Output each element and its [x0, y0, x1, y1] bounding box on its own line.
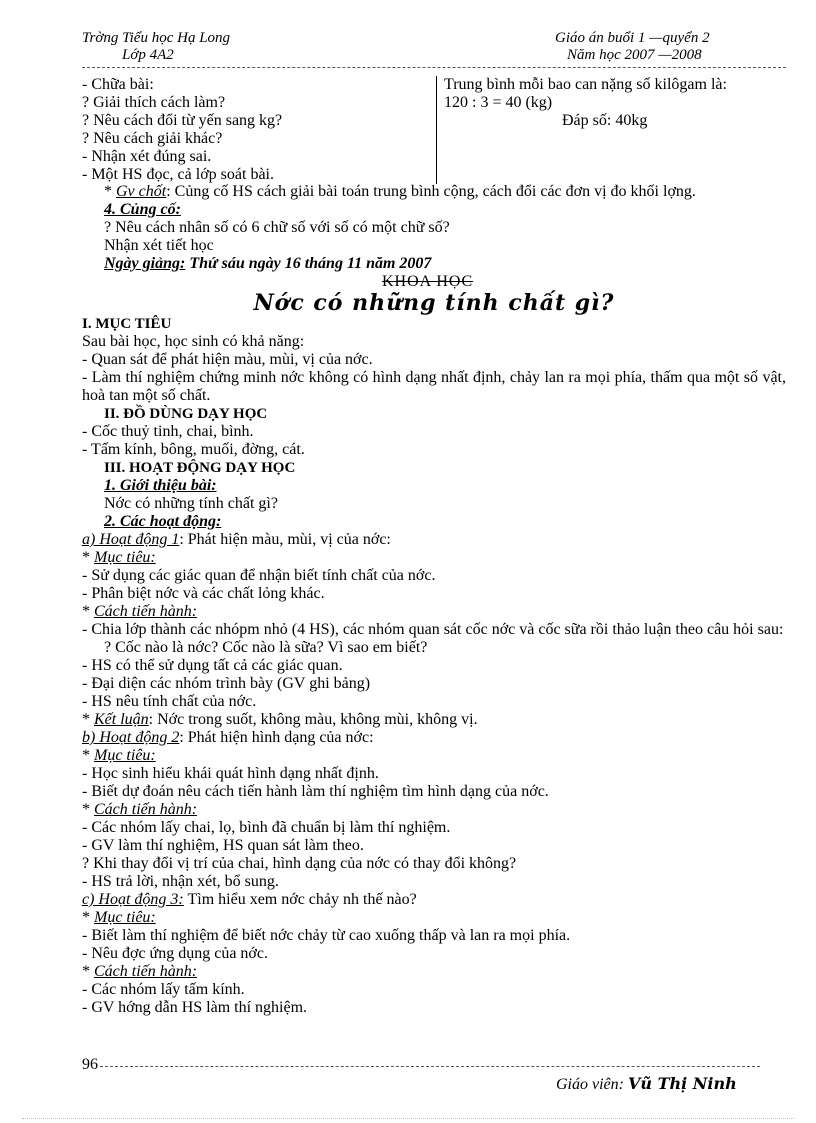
procedure-label: * Cách tiến hành: — [82, 603, 198, 620]
activity-line: - GV hớng dẫn HS làm thí nghiệm. — [82, 999, 308, 1016]
activity-line: - Chia lớp thành các nhópm nhỏ (4 HS), các nhóm quan sát cốc nớc và cốc sữa rồi thảo luận theo câu hỏi sau: — [82, 621, 784, 638]
lesson-title: Nớc có những tính chất gì? — [253, 290, 615, 316]
table-left-line: - Nhận xét đúng sai. — [82, 148, 212, 165]
activity-line: - Phân biệt nớc và các chất lỏng khác. — [82, 585, 325, 602]
activity-line: ? Cốc nào là nớc? Cốc nào là sữa? Vì sao em biết? — [104, 639, 428, 656]
page-number: 96 — [82, 1056, 98, 1073]
material-line: - Tấm kính, bông, muối, đờng, cát. — [82, 441, 305, 458]
cung-co-question: ? Nêu cách nhân số có 6 chữ số với số có một chữ số? — [104, 219, 450, 236]
lesson-review: Nhận xét tiết học — [104, 237, 214, 254]
class-name: Lớp 4A2 — [122, 47, 174, 63]
table-right-line: 120 : 3 = 40 (kg) — [444, 94, 553, 111]
bottom-border — [22, 1118, 794, 1119]
school-year: Năm học 2007 —2008 — [567, 47, 702, 63]
table-left-line: ? Nêu cách giải khác? — [82, 130, 223, 147]
subject-label: KHOA HỌC — [382, 273, 474, 290]
objective-label: * Mục tiêu: — [82, 747, 156, 764]
objective-label: * Mục tiêu: — [82, 909, 156, 926]
table-left-line: - Một HS đọc, cả lớp soát bài. — [82, 166, 274, 183]
activity-3-heading: c) Hoạt động 3: Tìm hiểu xem nớc chảy nh thế nào? — [82, 891, 417, 908]
teaching-date: Ngày giảng: Thứ sáu ngày 16 tháng 11 năm 2007 — [104, 255, 432, 272]
section-materials-heading: II. ĐỒ DÙNG DẠY HỌC — [104, 406, 268, 422]
material-line: - Cốc thuỷ tinh, chai, bình. — [82, 423, 254, 440]
gv-chot-label: Gv chốt — [116, 183, 167, 200]
header-right — [555, 30, 710, 64]
gv-chot-text: : Củng cố HS cách giải bài toán trung bình cộng, cách đổi các đơn vị đo khối lợng. — [166, 183, 696, 200]
conclusion-line: * Kết luận: Nớc trong suốt, không màu, không mùi, không vị. — [82, 711, 478, 728]
header-left — [82, 30, 230, 64]
activity-1-heading: a) Hoạt động 1: Phát hiện màu, mùi, vị của nớc: — [82, 531, 391, 548]
school-name: Trờng Tiểu học Hạ Long — [82, 30, 231, 46]
activity-line: - Đại diện các nhóm trình bày (GV ghi bảng) — [82, 675, 371, 692]
section-activities-heading: III. HOẠT ĐỘNG DẠY HỌC — [104, 460, 296, 476]
section-objectives-heading: I. MỤC TIÊU — [82, 316, 172, 332]
activity-line: - HS nêu tính chất của nớc. — [82, 693, 257, 710]
table-left-line: ? Nêu cách đổi từ yến sang kg? — [82, 112, 283, 129]
activity-line: - Học sinh hiểu khái quát hình dạng nhất định. — [82, 765, 379, 782]
objective-line: Sau bài học, học sinh có khả năng: — [82, 333, 305, 350]
procedure-label: * Cách tiến hành: — [82, 801, 198, 818]
activity-line: ? Khi thay đổi vị trí của chai, hình dạng của nớc có thay đổi không? — [82, 855, 517, 872]
gv-chot-paragraph: * Gv chốt: Củng cố HS cách giải bài toán trung bình cộng, cách đổi các đơn vị đo khối lợng. — [104, 183, 696, 200]
plan-label: Giáo án buổi 1 —quyển 2 — [555, 30, 710, 46]
table-left-line: ? Giải thích cách làm? — [82, 94, 226, 111]
procedure-label: * Cách tiến hành: — [82, 963, 198, 980]
lesson-body — [82, 183, 786, 1017]
objective-label: * Mục tiêu: — [82, 549, 156, 566]
activity-line: - HS có thể sử dụng tất cả các giác quan. — [82, 657, 343, 674]
teacher-signature: Giáo viên: Vũ Thị Ninh — [556, 1074, 737, 1093]
answer-line: Đáp số: 40kg — [562, 112, 648, 129]
intro-heading: 1. Giới thiệu bài: — [104, 477, 217, 494]
intro-text: Nớc có những tính chất gì? — [104, 495, 278, 512]
objective-line: - Quan sát để phát hiện màu, mùi, vị của nớc. — [82, 351, 373, 368]
activity-line: - Biết làm thí nghiệm để biết nớc chảy từ cao xuống thấp và lan ra mọi phía. — [82, 927, 571, 944]
table-left-line: - Chữa bài: — [82, 76, 154, 93]
activity-line: - Biết dự đoán nêu cách tiến hành làm thí nghiệm tìm hình dạng của nớc. — [82, 783, 549, 800]
activity-line: - HS trả lời, nhận xét, bổ sung. — [82, 873, 279, 890]
footer-divider — [100, 1066, 760, 1067]
solution-table — [82, 76, 786, 186]
activity-line: - Sử dụng các giác quan để nhận biết tính chất của nớc. — [82, 567, 436, 584]
header-divider — [82, 67, 786, 68]
cung-co-heading: 4. Củng cố: — [104, 201, 181, 218]
activity-line: - Nêu đợc ứng dụng của nớc. — [82, 945, 268, 962]
activity-2-heading: b) Hoạt động 2: Phát hiện hình dạng của nớc: — [82, 729, 374, 746]
table-right-column — [444, 76, 786, 130]
teacher-name: Vũ Thị Ninh — [627, 1074, 737, 1093]
activities-heading: 2. Các hoạt động: — [104, 513, 222, 530]
table-right-line: Trung bình mỗi bao can nặng số kilôgam là: — [444, 76, 727, 93]
activity-line: - Các nhóm lấy chai, lọ, bình đã chuẩn bị làm thí nghiệm. — [82, 819, 451, 836]
table-left-column — [82, 76, 430, 184]
table-column-divider — [436, 76, 437, 184]
objective-line: - Làm thí nghiệm chứng minh nớc không có hình dạng nhất định, chảy lan ra mọi phía, thấm qua một số vật, hoà tan một số chất. — [82, 369, 786, 404]
activity-line: - Các nhóm lấy tấm kính. — [82, 981, 245, 998]
activity-line: - GV làm thí nghiệm, HS quan sát làm theo. — [82, 837, 364, 854]
